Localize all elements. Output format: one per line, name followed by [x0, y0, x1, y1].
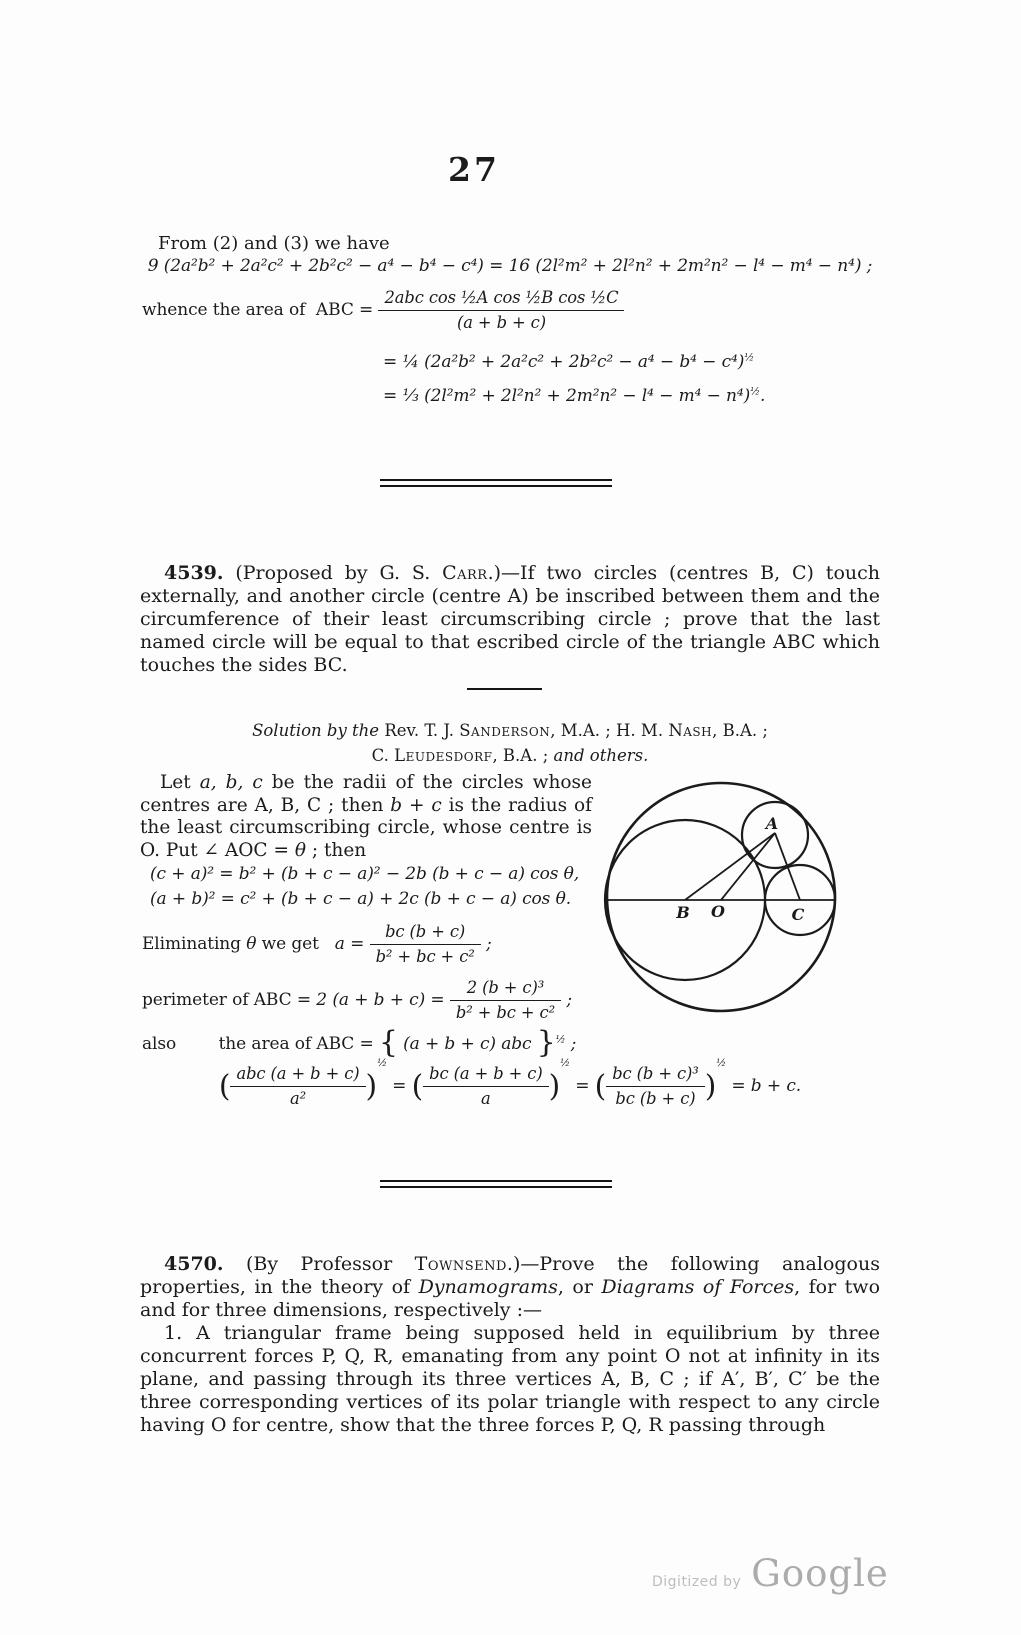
digitized-by-google-watermark	[652, 1552, 889, 1595]
section-divider-rule	[380, 479, 612, 487]
solution-paragraph: Let a, b, c be the radii of the circles whose centres are A, B, C ; then b + c is the radius of the least circumscribing circle, whose centre is O. Put ∠ AOC = θ ; then	[140, 772, 592, 861]
equation-area: also the area of ABC = { (a + b + c) abc }$^{\frac{1}{2}}$ ;	[142, 1025, 577, 1060]
label-B: B	[676, 903, 690, 922]
equation-identity: 9 (2a²b² + 2a²c² + 2b²c² − a⁴ − b⁴ − c⁴) = 16 (2l²m² + 2l²n² + 2m²n² − l⁴ − m⁴ − n⁴) ;	[147, 256, 873, 276]
label-O: O	[711, 902, 725, 921]
equation-quarter-root: = ¼ $(2a^2b^2 + 2a^2c^2 + 2b^2c^2 - a^4 - b^4 - c^4)^{\frac{1}{2}}$	[383, 352, 755, 372]
attribution-line-2: C. Leudesdorf, B.A. ; and others.	[371, 746, 649, 765]
problem-4539	[140, 562, 880, 677]
equation-cosine-rule-2: (a + b)² = c² + (b + c − a) + 2c (b + c − a) cos θ.	[150, 889, 572, 909]
problem-4570	[140, 1253, 880, 1437]
equation-final-chain: ( $\frac{\text{abc (a + b + c)}}{\text{a²}}$ ) ½ = ( $\frac{bc (a + b + c)}{a}$ ) ½ = ( $\frac{\text{bc (b + c)³}}{bc (b + c)}$ ) ½ = b + c.	[218, 1058, 802, 1109]
watermark-prefix-text: Digitized by	[652, 1574, 742, 1590]
figure-geometry	[605, 783, 835, 1011]
line-AC	[775, 833, 800, 900]
solution-attribution	[140, 718, 880, 768]
equation-eliminating-theta: Eliminating θ we get a = $\frac{bc (b + c)}{\text{b² + bc + c²}}$ ;	[142, 922, 492, 967]
circles-figure	[592, 766, 884, 1028]
equation-perimeter: perimeter of ABC = 2 (a + b + c) = $\frac{\text{2 (b + c)³}}{\text{b² + bc + c²}}$ ;	[142, 978, 572, 1023]
equation-third-root: = ⅓ $(2l^2m^2 + 2l^2n^2 + 2m^2n^2 - l^4 - m^4 - n^4)^{\frac{1}{2}}$.	[383, 386, 766, 406]
attribution-line-1: Solution by the Rev. T. J. Sanderson, M.A. ; H. M. Nash, B.A. ;	[252, 721, 768, 740]
problem-4570-paragraph-2: 1. A triangular frame being supposed held in equilibrium by three concurrent forces P, Q, R, emanating from any point O not at infinity in its plane, and passing through its three vertices A, B, C ; if A′, B′, C′ be the three corresponding vertices of its polar triangle with respect to any circle having O for centre, show that the three forces P, Q, R passing through	[140, 1322, 880, 1436]
google-logo-text: Google	[751, 1552, 889, 1595]
equation-cosine-rule-1: (c + a)² = b² + (b + c − a)² − 2b (b + c − a) cos θ,	[150, 864, 580, 884]
problem-4570-paragraph-1: 4570. (By Professor Townsend.)—Prove the following analogous properties, in the theory of Dynamograms, or Diagrams of Forces, for two and for three dimensions, respectively :—	[140, 1253, 881, 1321]
label-A: A	[765, 814, 779, 833]
label-C: C	[791, 905, 805, 924]
circumscribing-circle-O	[607, 783, 835, 1011]
short-divider-rule	[467, 688, 542, 690]
problem-4539-paragraph: 4539. (Proposed by G. S. Carr.)—If two circles (centres B, C) touch externally, and another circle (centre A) be inscribed between them and the circumference of their least circumscribing circle ; prove that the last named circle will be equal to that escribed circle of the triangle ABC which touches the sides BC.	[140, 562, 880, 676]
intro-lead-text: From (2) and (3) we have	[158, 233, 390, 254]
page-number: 27	[448, 150, 500, 189]
section-divider-rule-2	[380, 1180, 612, 1188]
equation-area-abc: whence the area of ABC = $\frac{\text{2abc cos ½A cos ½B cos ½C}}{(a + b + c)}$	[142, 288, 624, 334]
